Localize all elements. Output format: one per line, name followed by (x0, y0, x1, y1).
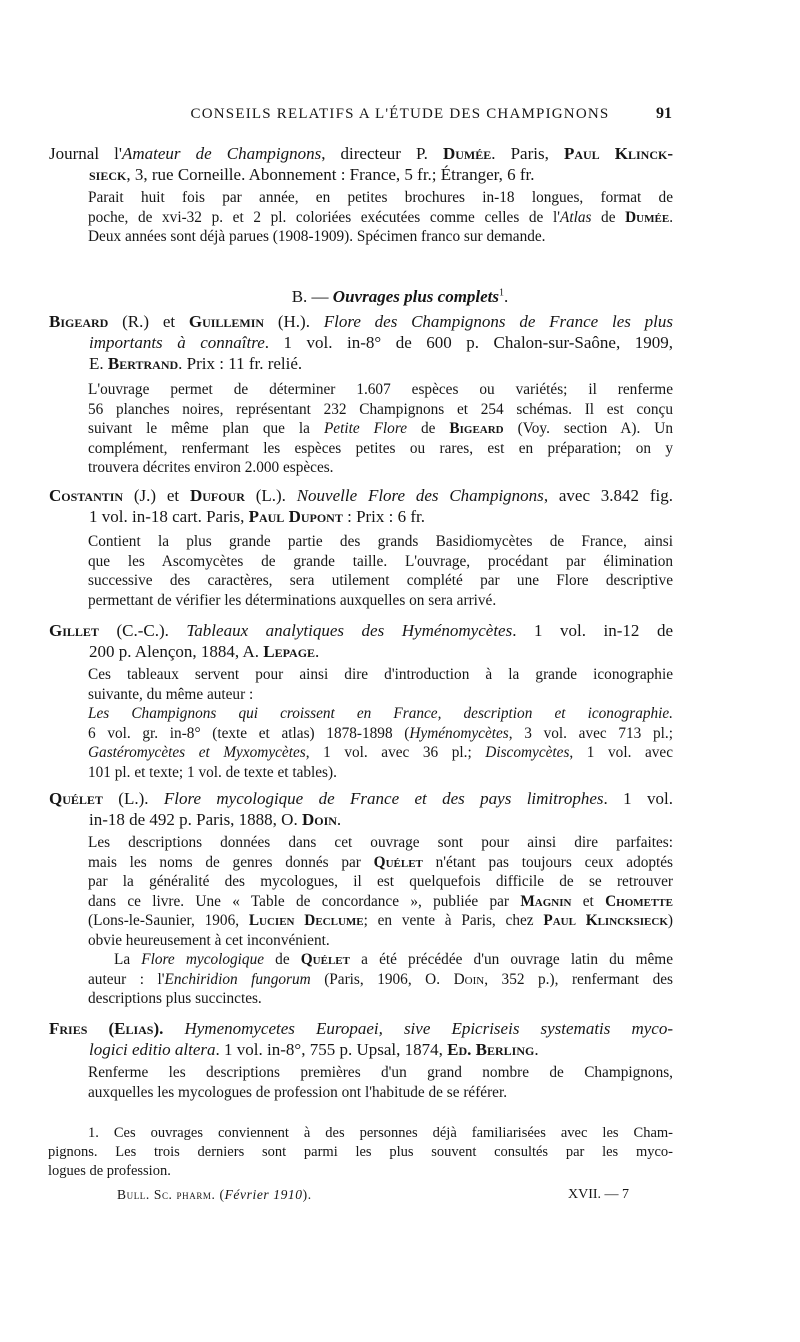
footnote: 1. Ces ouvrages conviennent à des personnes déjà familiarisées avec les Cham- pignons. Les trois derniers sont parmi les plus souvent consultés par les myco- logues de profession. (48, 1125, 673, 1179)
entry-quelet: Quélet (L.). Flore mycologique de France et des pays limitrophes. 1 vol. in-18 de 492 p. Paris, 1888, O. Doin. (49, 789, 673, 829)
entry-costantin-body: Contient la plus grande partie des grands Basidiomycètes de France, ainsi que les Ascomycètes de grande taille. L'ouvrage, procédant par élimination successive des caractères, sera utilement complété par une Flore descriptive permettant de vérifier les déterminations auxquelles on sera arrivé. (88, 533, 673, 609)
entry-gillet: Gillet (C.-C.). Tableaux analytiques des Hyménomycètes. 1 vol. in-12 de 200 p. Alençon, 1884, A. Lepage. (49, 621, 673, 661)
entry-quelet-body: Les descriptions données dans cet ouvrage sont pour ainsi dire parfaites: mais les noms de genres donnés par Quélet n'étant pas toujours ceux adoptés par la généralité des mycologues, il est quelquefois difficile de se retrouver dans ce livre. Une « Table de concordance », publiée par Magnin et Chomette (Lons-le-Saunier, 1906, Lucien Declume; en vente à Paris, chez Paul Klincksieck) obvie heureusement à cet inconvénient. La Flore mycologique de Quélet a été précédée d'un ouvrage latin du même auteur : l'Enchiridion fungorum (Paris, 1906, O. Doin, 352 p.), renfermant des descriptions plus succinctes. (88, 834, 674, 1007)
entry-bigeard: Bigeard (R.) et Guillemin (H.). Flore des Champignons de France les plus importants à connaître. 1 vol. in-8° de 600 p. Chalon-sur-Saône, 1909, E. Bertrand. Prix : 11 fr. relié. (49, 312, 673, 373)
entry-fries-body: Renferme les descriptions premières d'un grand nombre de Champignons, auxquelles les mycologues de profession ont l'habitude de se référer. (88, 1064, 673, 1101)
running-title: CONSEILS RELATIFS A L'ÉTUDE DES CHAMPIGNONS (190, 106, 610, 122)
bulletin-signature: Bull. Sc. pharm. (Février 1910). (117, 1187, 312, 1202)
entry-gillet-body: Ces tableaux servent pour ainsi dire d'introduction à la grande iconographie suivante, du même auteur : Les Champignons qui croissent en France, description et iconographie. 6 vol. gr. in-8° (texte et atlas) 1878-1898 (Hyménomycètes, 3 vol. avec 713 pl.; Gastéromycètes et Myxomycètes, 1 vol. avec 36 pl.; Discomycètes, 1 vol. avec 101 pl. et texte; 1 vol. de texte et tables). (88, 666, 673, 781)
page-number: 91 (656, 105, 672, 122)
entry-costantin: Costantin (J.) et Dufour (L.). Nouvelle Flore des Champignons, avec 3.842 fig. 1 vol. in-18 cart. Paris, Paul Dupont : Prix : 6 fr. (49, 486, 673, 526)
section-heading: B. — Ouvrages plus complets$^1$. (291, 287, 509, 306)
entry-journal-line1: Journal l'Amateur de Champignons, directeur P. Dumée. Paris, Paul Klinck- (49, 144, 673, 163)
entry-journal-body: Parait huit fois par année, en petites brochures in-18 longues, format de poche, de xvi-32 p. et 2 pl. coloriées exécutées comme celles de l'Atlas de Dumée. Deux années sont déjà parues (1908-1909). Spécimen franco sur demande. (88, 189, 674, 245)
sheet-signature: XVII. — 7 (568, 1187, 630, 1202)
footnote-marker: 1 (499, 287, 505, 299)
entry-journal-line2: sieck, 3, rue Corneille. Abonnement : France, 5 fr.; Étranger, 6 fr. (89, 165, 535, 184)
entry-fries: Fries (Elias). Hymenomycetes Europaei, sive Epicriseis systematis myco- logici editio altera. 1 vol. in-8°, 755 p. Upsal, 1874, Ed. Berling. (49, 1019, 673, 1059)
entry-journal (49, 143, 673, 185)
entry-bigeard-body: L'ouvrage permet de déterminer 1.607 espèces ou variétés; il renferme 56 planches noires, représentant 232 Champignons et 254 schémas. Il est conçu suivant le même plan que la Petite Flore de Bigeard (Voy. section A). Un complément, renfermant les espèces petites ou rares, est en préparation; on y trouvera décrites environ 2.000 espèces. (88, 381, 673, 476)
